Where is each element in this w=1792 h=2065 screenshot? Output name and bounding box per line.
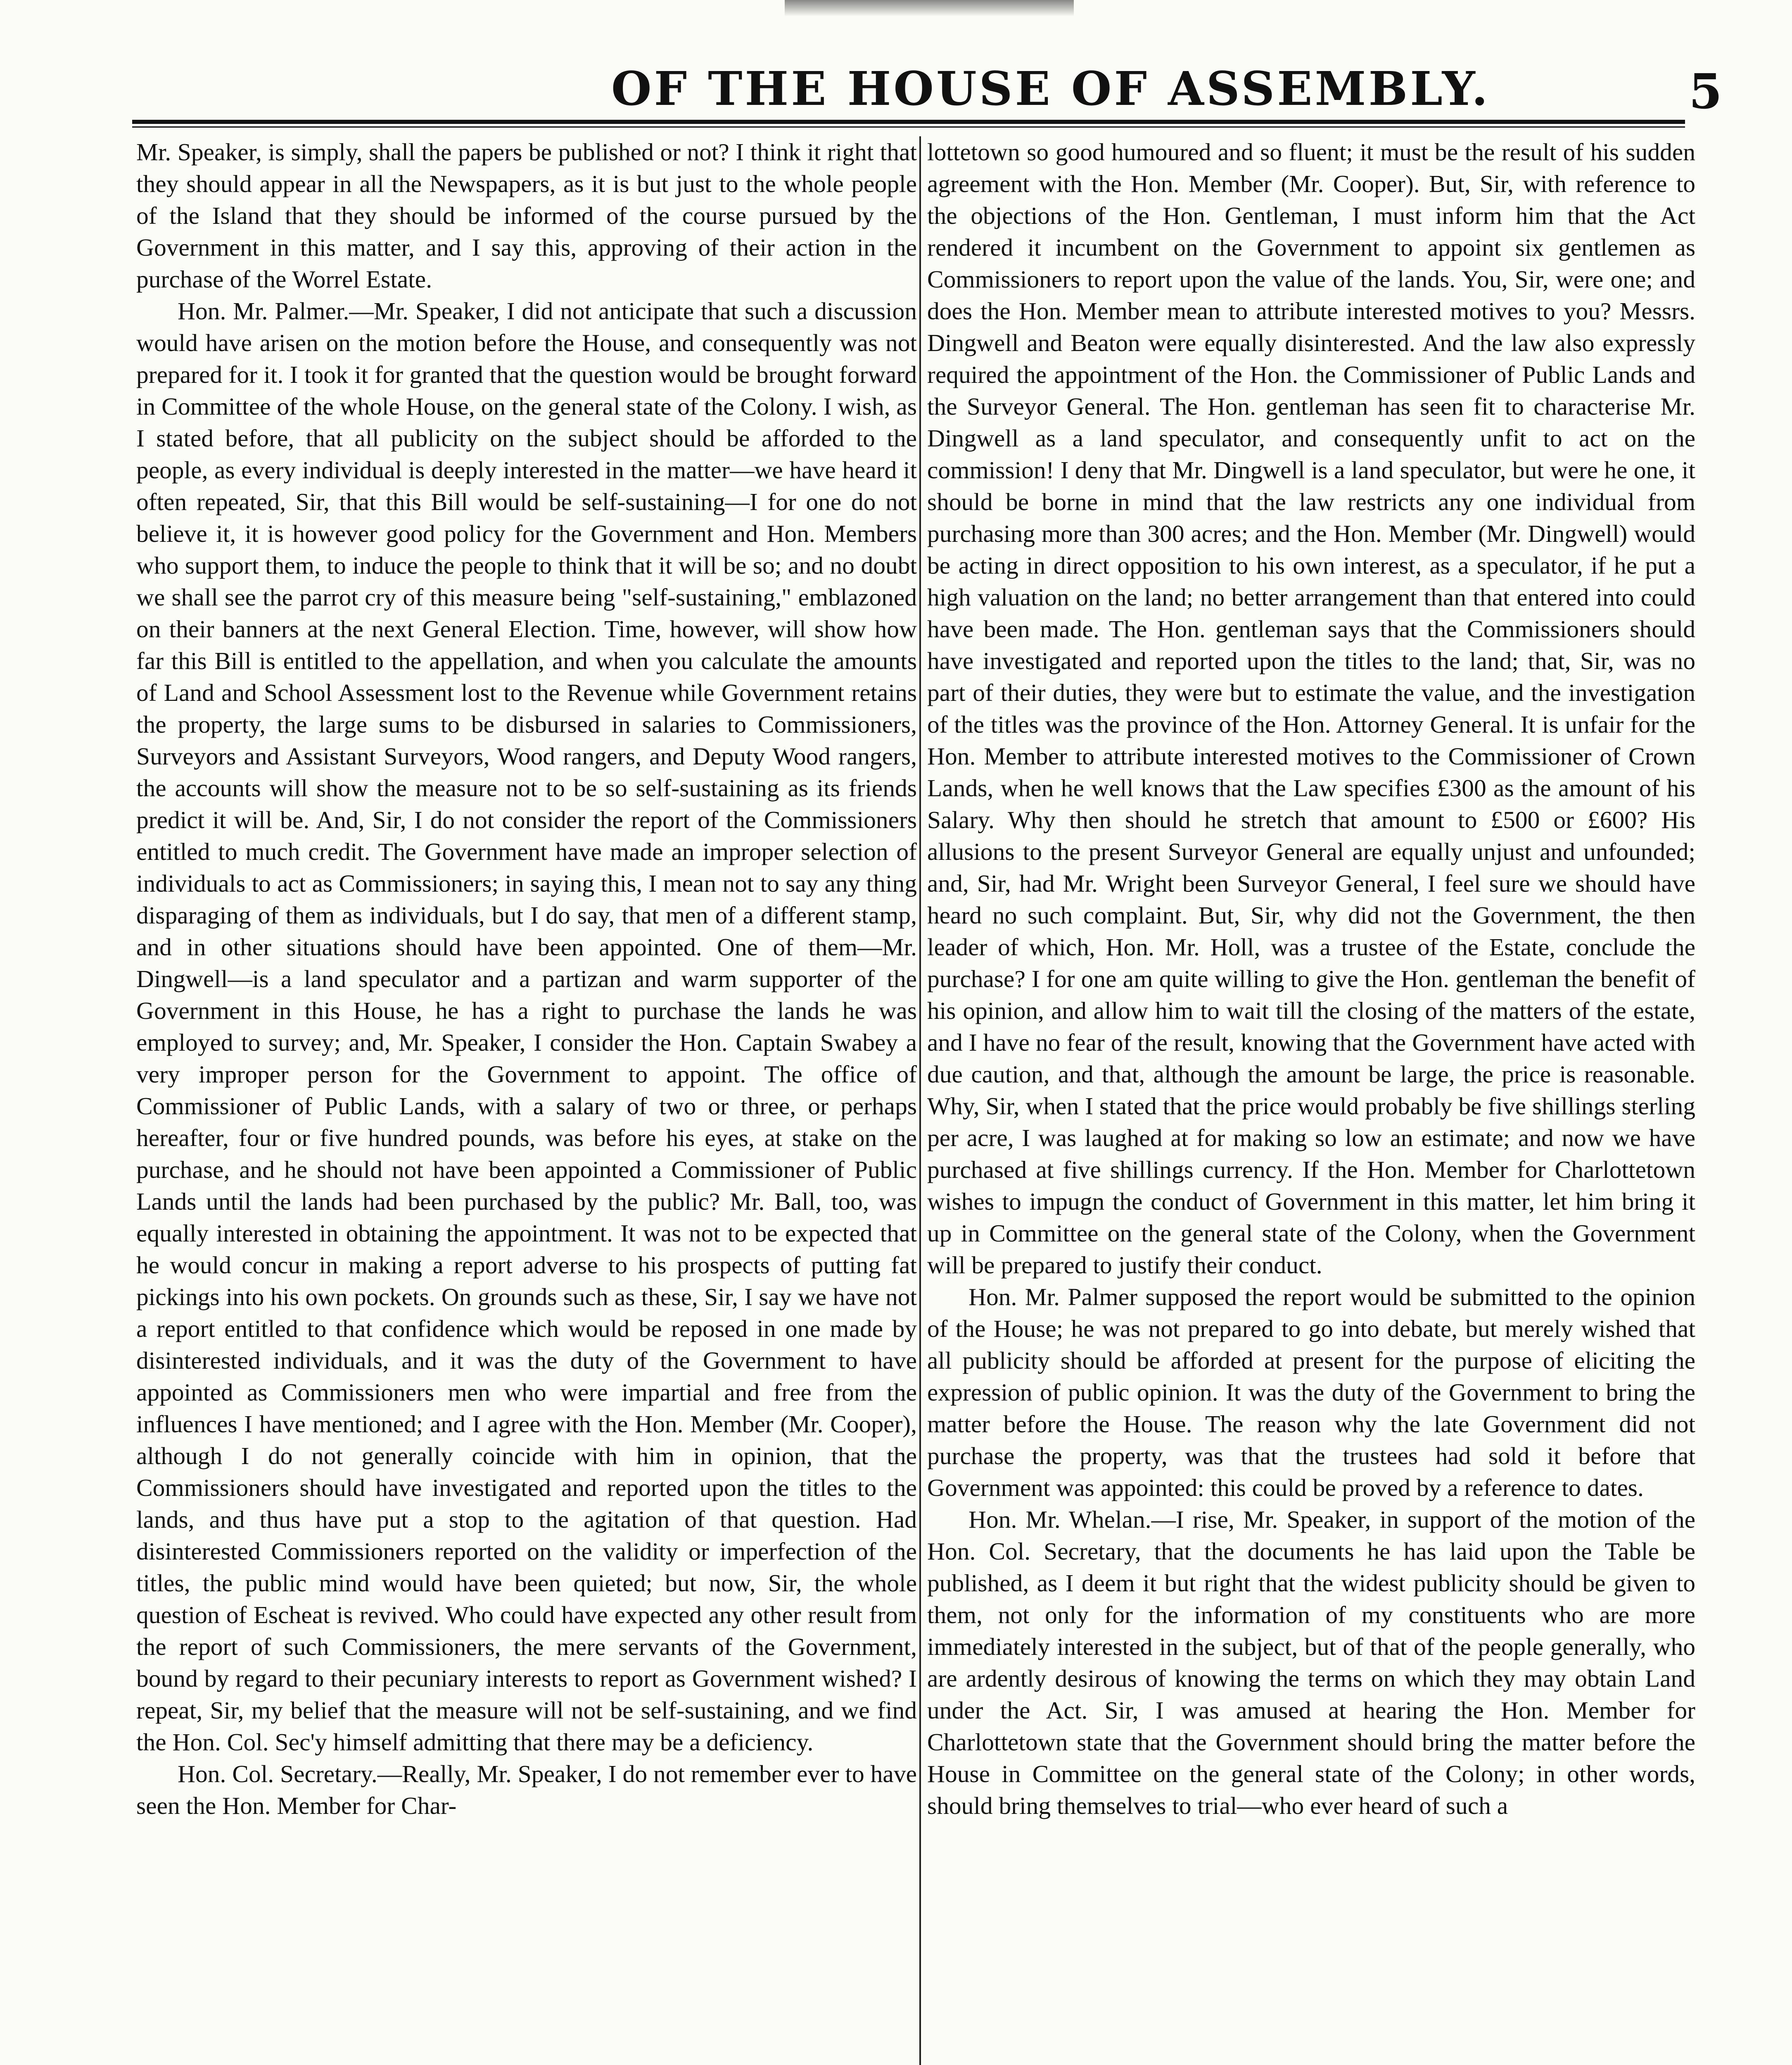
paragraph: lottetown so good humoured and so fluent; it must be the result of his sudden agreement with the Hon. Member (Mr. Cooper). But, Sir, with reference to the objections of the Hon. Gentleman, I must inform him that the Act rendered it incumbent on the Government to appoint six gentlemen as Commissioners to report upon the value of the lands. You, Sir, were one; and does the Hon. Member mean to attribute interested motives to you? Messrs. Dingwell and Beaton were equally disinterested. And the law also expressly required the appointment of the Hon. the Commissioner of Public Lands and the Surveyor General. The Hon. gentleman has seen fit to characterise Mr. Dingwell as a land speculator, and consequently unfit to act on the commission! I deny that Mr. Dingwell is a land speculator, but were he one, it should be borne in mind that the law restricts any one individual from purchasing more than 300 acres; and the Hon. Member (Mr. Dingwell) would be acting in direct opposition to his own interest, as a speculator, if he put a high valuation on the land; no better arrangement than that entered into could have been made. The Hon. gentleman says that the Commissioners should have investigated and reported upon the titles to the land; that, Sir, was no part of their duties, they were but to estimate the value, and the investigation of the titles was the province of the Hon. Attorney General. It is unfair for the Hon. Member to attribute interested motives to the Commissioner of Crown Lands, when he well knows that the Law specifies £300 as the amount of his Salary. Why then should he stretch that amount to £500 or £600? His allusions to the present Surveyor General are equally unjust and unfounded; and, Sir, had Mr. Wright been Surveyor General, I feel sure we should have heard no such complaint. But, Sir, why did not the Government, the then leader of which, Hon. Mr. Holl, was a trustee of the Estate, conclude the purchase? I for one am quite willing to give the Hon. gentleman the benefit of his opinion, and allow him to wait till the closing of the matters of the estate, and I have no fear of the result, knowing that the Government have acted with due caution, and that, although the amount be large, the price is reasonable. Why, Sir, when I stated that the price would probably be five shillings sterling per acre, I was laughed at for making so low an estimate; and now we have purchased at five shillings currency. If the Hon. Member for Charlottetown wishes to impugn the conduct of Government in this matter, let him bring it up in Committee on the general state of the Colony, when the Government will be prepared to justify their conduct. [927,138,1695,1279]
header-rule [132,120,1685,124]
right-column [927,136,1695,2065]
paragraph: Hon. Col. Secretary.—Really, Mr. Speaker, I do not remember ever to have seen the Hon. Member for Char- [136,1760,917,1819]
paragraph: Hon. Mr. Whelan.—I rise, Mr. Speaker, in support of the motion of the Hon. Col. Secretary, that the documents he has laid upon the Table be published, as I deem it but right that the widest publicity should be given to them, not only for the information of my constituents who are more immediately interested in the subject, but of that of the people generally, who are ardently desirous of knowing the terms on which they may obtain Land under the Act. Sir, I was amused at hearing the Hon. Member for Charlottetown state that the Government should bring the matter before the House in Committee on the general state of the Colony; in other words, should bring themselves to trial—who ever heard of such a [927,1506,1695,1819]
column-divider [919,136,921,2065]
paragraph: Mr. Speaker, is simply, shall the papers be published or not? I think it right that they should appear in all the Newspapers, as it is but just to the whole people of the Island that they should be informed of the course pursued by the Government in this matter, and I say this, approving of their action in the purchase of the Worrel Estate. [136,138,917,293]
left-column [136,136,917,2065]
print-smudge [785,0,1074,17]
page-header [132,54,1726,136]
paragraph: Hon. Mr. Palmer.—Mr. Speaker, I did not anticipate that such a discussion would have arisen on the motion before the House, and consequently was not prepared for it. I took it for granted that the question would be brought forward in Committee of the whole House, on the general state of the Colony. I wish, as I stated before, that all publicity on the subject should be afforded to the people, as every individual is deeply interested in the matter—we have heard it often repeated, Sir, that this Bill would be self-sustaining—I for one do not believe it, it is however good policy for the Government and Hon. Members who support them, to induce the people to think that it will be so; and no doubt we shall see the parrot cry of this measure being "self-sustaining," emblazoned on their banners at the next General Election. Time, however, will show how far this Bill is entitled to the appellation, and when you calculate the amounts of Land and School Assessment lost to the Revenue while Government retains the property, the large sums to be disbursed in salaries to Commissioners, Surveyors and Assistant Surveyors, Wood rangers, and Deputy Wood rangers, the accounts will show the measure not to be so self-sustaining as its friends predict it will be. And, Sir, I do not consider the report of the Commissioners entitled to much credit. The Government have made an improper selection of individuals to act as Commissioners; in saying this, I mean not to say any thing disparaging of them as individuals, but I do say, that men of a different stamp, and in other situations should have been appointed. One of them—Mr. Dingwell—is a land speculator and a partizan and warm supporter of the Government in this House, he has a right to purchase the lands he was employed to survey; and, Mr. Speaker, I consider the Hon. Captain Swabey a very improper person for the Government to appoint. The office of Commissioner of Public Lands, with a salary of two or three, or perhaps hereafter, four or five hundred pounds, was before his eyes, at stake on the purchase, and he should not have been appointed a Commissioner of Public Lands until the lands had been purchased by the public? Mr. Ball, too, was equally interested in obtaining the appointment. It was not to be expected that he would concur in making a report adverse to his prospects of putting fat pickings into his own pockets. On grounds such as these, Sir, I say we have not a report entitled to that confidence which would be reposed in one made by disinterested individuals, and it was the duty of the Government to have appointed as Commissioners men who were impartial and free from the influences I have mentioned; and I agree with the Hon. Member (Mr. Cooper), although I do not generally coincide with him in opinion, that the Commissioners should have investigated and reported upon the titles to the lands, and thus have put a stop to the agitation of that question. Had disinterested Commissioners reported on the validity or imperfection of the titles, the public mind would have been quieted; but now, Sir, the whole question of Escheat is revived. Who could have expected any other result from the report of such Commissioners, the mere servants of the Government, bound by regard to their pecuniary interests to report as Government wished? I repeat, Sir, my belief that the measure will not be self-sustaining, and we find the Hon. Col. Sec'y himself admitting that there may be a deficiency. [136,297,917,1756]
header-rule-thin [132,126,1685,128]
running-title: OF THE HOUSE OF ASSEMBLY. [611,62,1491,116]
page-number: 5 [1689,64,1722,120]
paragraph: Hon. Mr. Palmer supposed the report would be submitted to the opinion of the House; he was not prepared to go into debate, but merely wished that all publicity should be afforded at present for the purpose of eliciting the expression of public opinion. It was the duty of the Government to bring the matter before the House. The reason why the late Government did not purchase the property, was that the trustees had sold it before that Government was appointed: this could be proved by a reference to dates. [927,1283,1695,1501]
